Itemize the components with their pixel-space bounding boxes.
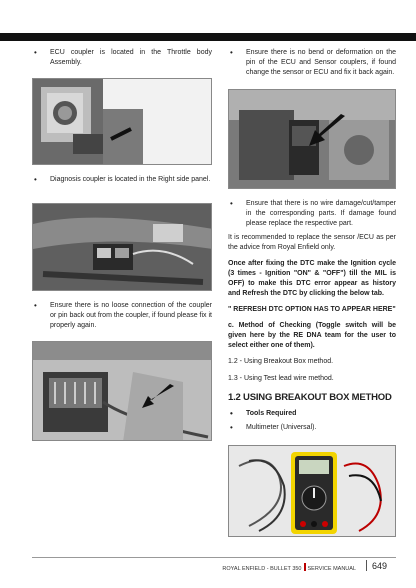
method-test-lead: 1.3 - Using Test lead wire method. [228, 375, 334, 382]
bullet-dot-icon: • [230, 409, 233, 418]
footer-manual: SERVICE MANUAL [307, 566, 356, 572]
bullet-dot-icon: • [34, 48, 37, 57]
photo-coupler-pins [32, 341, 212, 441]
footer-separator [366, 560, 367, 571]
photo-ecu-sensor [228, 89, 396, 189]
header-bar [0, 33, 416, 41]
bullet-pin-deformation [228, 48, 396, 81]
bullet-text: Ensure there is no loose connection of the coupler or pin back out from the coupler, if found please fix it properly again. [50, 302, 212, 329]
photo-side-panel [32, 203, 212, 291]
page-number: 649 [372, 561, 388, 571]
multimeter-illustration [229, 446, 396, 537]
pointer-arrow-icon [307, 114, 347, 148]
section-heading: 1.2 USING BREAKOUT BOX METHOD [228, 392, 392, 403]
dtc-instruction-text: Once after fixing the DTC make the Ignition cycle (3 times - Ignition "ON" & "OFF") till the MIL is OFF) to make this DTC error appear as history and Refresh the DTC by clicking the below tab. [228, 260, 396, 297]
photo-throttle-body [32, 78, 212, 165]
footer-rule [32, 557, 396, 558]
side-panel-illustration [33, 204, 212, 291]
bullet-dot-icon: • [230, 48, 233, 57]
bullet-text: Tools Required [246, 410, 297, 417]
coupler-pins-illustration [33, 342, 212, 441]
bullet-diagnosis-coupler [32, 175, 212, 197]
bullet-text: ECU coupler is located in the Throttle body Assembly. [50, 49, 212, 66]
recommendation-text: It is recommended to replace the sensor /ECU as per the advice from Royal Enfield only. [228, 234, 396, 251]
footer-red-mark [304, 563, 306, 571]
bullet-text: Ensure there is no bend or deformation on the pin of the ECU and Sensor couplers, if found change the sensor or ECU and fix it back again. [246, 49, 396, 76]
right-column [228, 48, 396, 537]
bullet-wire-damage [228, 199, 396, 231]
method-of-checking: c. Method of Checking (Toggle switch will be given here by the RE DNA team for the user to select either one of them). [228, 322, 396, 349]
left-column [32, 48, 212, 441]
refresh-dtc-note: " REFRESH DTC OPTION HAS TO APPEAR HERE" [228, 306, 396, 313]
bullet-dot-icon: • [230, 199, 233, 208]
pointer-arrow-icon [138, 382, 178, 412]
bullet-text: Multimeter (Universal). [246, 424, 317, 431]
bullet-text: Ensure that there is no wire damage/cut/tamper in the corresponding parts. If damage found please replace the respective part. [246, 200, 396, 227]
bullet-tools-required [228, 409, 396, 419]
bullet-loose-connection [32, 301, 212, 333]
bullet-dot-icon: • [34, 175, 37, 184]
bullet-dot-icon: • [34, 301, 37, 310]
photo-multimeter [228, 445, 396, 537]
throttle-body-illustration [33, 79, 212, 165]
bullet-ecu-coupler [32, 48, 212, 70]
footer-title [222, 563, 356, 572]
bullet-text: Diagnosis coupler is located in the Right side panel. [50, 176, 211, 183]
bullet-multimeter [228, 423, 396, 433]
bullet-dot-icon: • [230, 423, 233, 432]
footer-brand: ROYAL ENFIELD - BULLET 350 [222, 566, 302, 572]
page-footer [0, 557, 416, 577]
method-breakout-box: 1.2 - Using Breakout Box method. [228, 358, 334, 365]
